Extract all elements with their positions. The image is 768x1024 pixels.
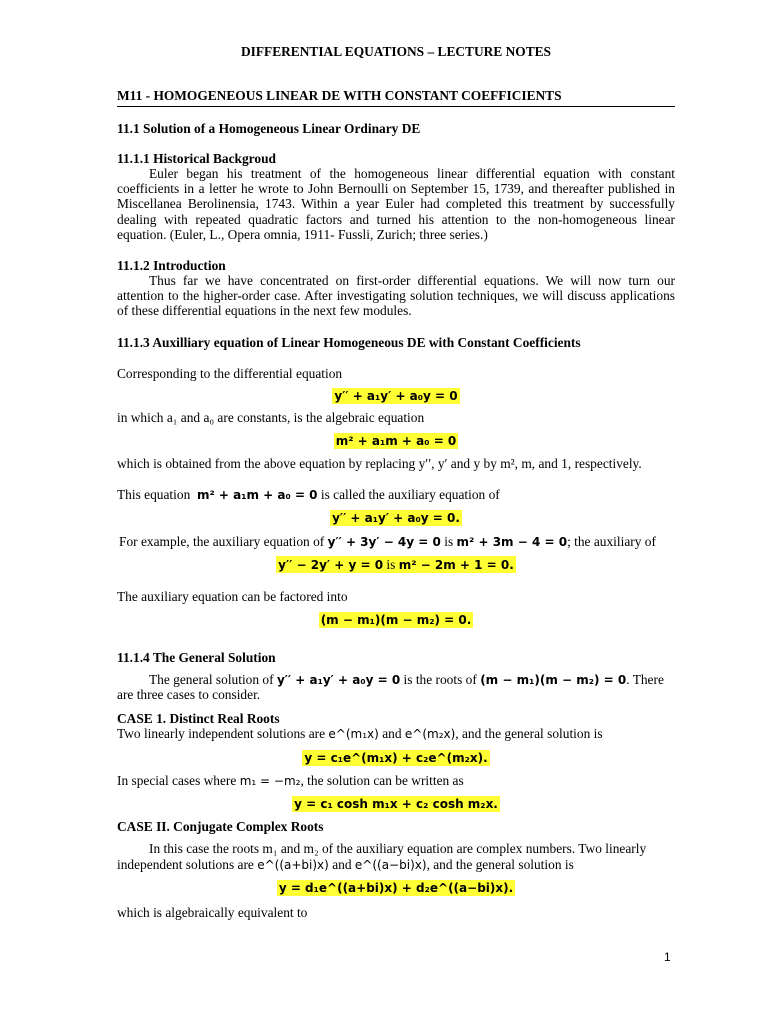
section-title-11-1-1: 11.1.1 Historical Backgroud (117, 151, 276, 166)
text-span: Two linearly independent solutions are (117, 726, 326, 741)
paragraph-three-cases: are three cases to consider. (117, 687, 261, 702)
equation-highlight: y = c₁ cosh m₁x + c₂ cosh m₂x. (294, 797, 498, 811)
text-span: and (382, 726, 402, 741)
case-1-title: CASE 1. Distinct Real Roots (117, 711, 280, 726)
paragraph-replacing: which is obtained from the above equation by replacing y′′, y′ and y by m², m, and 1, respectively. (117, 456, 642, 471)
module-title: M11 - HOMOGENEOUS LINEAR DE WITH CONSTANT COEFFICIENTS (117, 88, 562, 103)
paragraph-corresponding: Corresponding to the differential equation (117, 366, 343, 381)
page-number: 1 (664, 950, 671, 964)
inline-equation: e^((a−bi)x) (354, 858, 427, 872)
text-span: , and the general solution is (426, 857, 574, 872)
inline-equation: y′′ − 2y′ + y = 0 (278, 558, 384, 572)
equation-factored (117, 612, 675, 628)
text-span: is (444, 534, 454, 549)
inline-equation: m² + a₁m + a₀ = 0 (196, 488, 318, 502)
text-span: is (386, 557, 396, 572)
inline-equation: m² + 3m − 4 = 0 (456, 535, 568, 549)
inline-equation: e^((a+bi)x) (257, 858, 329, 872)
equation-highlight (276, 556, 516, 573)
paragraph-case-1 (117, 726, 675, 742)
paragraph-this-equation (117, 487, 675, 503)
section-title-11-1-3: 11.1.3 Auxilliary equation of Linear Homogeneous DE with Constant Coefficients (117, 335, 581, 350)
text-span: is called the auxiliary equation of (320, 487, 500, 502)
title-divider (117, 106, 675, 107)
equation-highlight: y = c₁e^(m₁x) + c₂e^(m₂x). (304, 751, 488, 765)
text-span: is the roots of (403, 672, 477, 687)
inline-equation: (m − m₁)(m − m₂) = 0 (480, 673, 627, 687)
paragraph-special-cases (117, 773, 675, 789)
inline-equation: e^(m₂x) (404, 727, 456, 741)
text-span: ; the auxiliary of (567, 534, 656, 549)
equation-highlight: y′′ + a₁y′ + a₀y = 0. (332, 511, 460, 525)
text-span: In this case the roots m₁ and m₂ of the auxiliary equation are complex numbers. Two linearly (149, 841, 647, 856)
equation-example-2 (117, 557, 675, 573)
equation-highlight: (m − m₁)(m − m₂) = 0. (320, 613, 472, 627)
text-span: , the solution can be written as (300, 773, 464, 788)
equation-auxiliary-of (117, 510, 675, 526)
section-title-11-1: 11.1 Solution of a Homogeneous Linear Ordinary DE (117, 121, 421, 136)
text-span: This equation (117, 487, 191, 502)
inline-equation: y′′ + 3y′ − 4y = 0 (327, 535, 441, 549)
inline-equation: m² − 2m + 1 = 0. (398, 558, 514, 572)
equation-highlight: y′′ + a₁y′ + a₀y = 0 (334, 389, 458, 403)
inline-equation: y′′ + a₁y′ + a₀y = 0 (276, 673, 401, 687)
paragraph-example (119, 534, 677, 550)
equation-highlight: y = d₁e^((a+bi)x) + d₂e^((a−bi)x). (278, 881, 514, 895)
paragraph-algebraically-equivalent: which is algebraically equivalent to (117, 905, 308, 920)
paragraph-general-solution (117, 672, 675, 688)
section-title-11-1-2: 11.1.2 Introduction (117, 258, 226, 273)
historical-background-paragraph: Euler began his treatment of the homogeneous linear differential equation with constant coefficients in a letter he wrote to John Bernoulli on September 15, 1739, and thereafter published in Miscellanea Berolinensia, 1743. Within a year Euler had completed this treatment by successfully dealing with repeated quadratic factors and turned his attention to the non-homogeneous linear equation. (Euler, L., Opera omnia, 1911- Fussli, Zurich; three series.) (117, 166, 675, 242)
text-span: and (332, 857, 352, 872)
paragraph-case-2-line-1 (117, 841, 675, 856)
inline-equation: e^(m₁x) (328, 727, 379, 741)
text-span: , and the general solution is (455, 726, 603, 741)
text-span: In special cases where (117, 773, 237, 788)
introduction-paragraph: Thus far we have concentrated on first-order differential equations. We will now turn our attention to the higher-order case. After investigating solution techniques, we will discuss applications of these differential equations in the next few modules. (117, 273, 675, 319)
equation-highlight: m² + a₁m + a₀ = 0 (335, 434, 457, 448)
equation-algebraic (117, 433, 675, 449)
text-span: For example, the auxiliary equation of (119, 534, 325, 549)
text-span: . There (626, 672, 664, 687)
equation-case-1-cosh (117, 796, 675, 812)
equation-differential (117, 388, 675, 404)
text-span: independent solutions are (117, 857, 254, 872)
text-span: The general solution of (149, 672, 274, 687)
paragraph-constants: in which a₁ and a₀ are constants, is the algebraic equation (117, 410, 425, 425)
paragraph-factored: The auxiliary equation can be factored into (117, 589, 348, 604)
equation-case-2-general (117, 880, 675, 896)
inline-equation: m₁ = −m₂ (239, 774, 301, 788)
case-2-title: CASE II. Conjugate Complex Roots (117, 819, 324, 834)
equation-case-1-general (117, 750, 675, 766)
paragraph-case-2-line-2 (117, 857, 675, 873)
document-header-title: DIFFERENTIAL EQUATIONS – LECTURE NOTES (240, 44, 552, 59)
section-title-11-1-4: 11.1.4 The General Solution (117, 650, 276, 665)
